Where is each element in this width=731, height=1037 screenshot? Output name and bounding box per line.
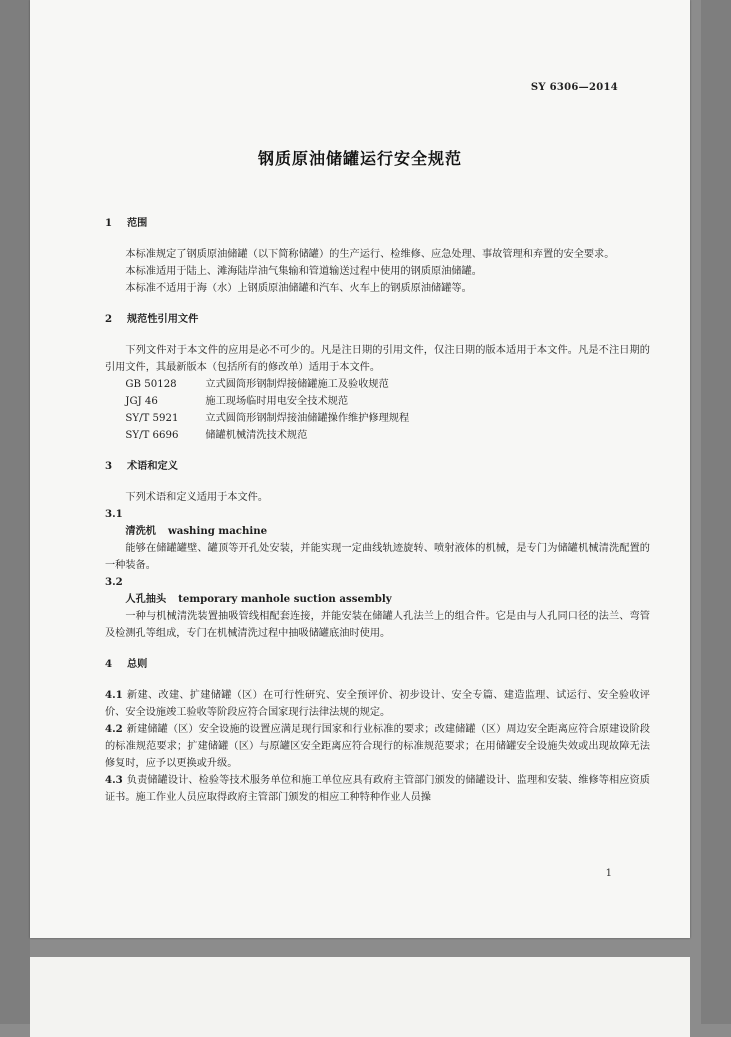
term-name <box>105 591 650 608</box>
paragraph: 本标准适用于陆上、滩海陆岸油气集输和管道输送过程中使用的钢质原油储罐。 <box>125 266 482 277</box>
reference-item <box>105 410 650 427</box>
clause-number: 4.2 <box>105 723 123 735</box>
term-number: 3.2 <box>105 576 123 588</box>
term-number: 3.1 <box>105 508 123 520</box>
term-definition: 能够在储罐罐壁、罐顶等开孔处安装，并能实现一定曲线轨迹旋转、喷射液体的机械，是专门为储罐机械清洗配置的一种装备。 <box>105 543 650 571</box>
clause <box>105 721 650 772</box>
clause-text: 新建储罐（区）安全设施的设置应满足现行国家和行业标准的要求；改建储罐（区）周边安全距离应符合原建设阶段的标准规范要求；扩建储罐（区）与原罐区安全距离应符合现行的标准规范要求；在用储罐安全设施失效或出现故障无法修复时，应予以更换或升级。 <box>105 724 650 769</box>
section-2-heading <box>105 311 650 328</box>
clause-number: 4.3 <box>105 774 123 786</box>
section-title: 术语和定义 <box>127 460 178 472</box>
section-1-heading <box>105 215 650 232</box>
paragraph: 下列术语和定义适用于本文件。 <box>125 492 269 503</box>
standard-code: SY 6306—2014 <box>530 82 618 93</box>
reference-item <box>105 427 650 444</box>
section-number: 2 <box>105 313 113 325</box>
clause <box>105 772 650 806</box>
paragraph: 本标准不适用于海（水）上钢质原油储罐和汽车、火车上的钢质原油储罐等。 <box>125 283 472 294</box>
document-title: 钢质原油储罐运行安全规范 <box>257 149 462 168</box>
section-number: 1 <box>105 217 113 229</box>
scan-edge-right <box>701 0 731 1024</box>
term-name <box>105 523 650 540</box>
section-number: 3 <box>105 460 113 472</box>
term-name-en: temporary manhole suction assembly <box>178 593 392 605</box>
reference-code: JGJ 46 <box>125 396 158 407</box>
scan-edge-left <box>0 0 30 1024</box>
section-title: 规范性引用文件 <box>127 313 199 325</box>
reference-item <box>105 393 650 410</box>
term-definition: 一种与机械清洗装置抽吸管线相配套连接，并能安装在储罐人孔法兰上的组合件。它是由与人孔同口径的法兰、弯管及检测孔等组成，专门在机械清洗过程中抽吸储罐底油时使用。 <box>105 611 650 639</box>
paragraph: 下列文件对于本文件的应用是必不可少的。凡是注日期的引用文件，仅注日期的版本适用于本文件。凡是不注日期的引用文件，其最新版本（包括所有的修改单）适用于本文件。 <box>105 345 650 373</box>
reference-name: 储罐机械清洗技术规范 <box>205 430 308 441</box>
clause-number: 4.1 <box>105 689 123 701</box>
term-name-zh: 人孔抽头 <box>125 593 167 605</box>
term-name-en: washing machine <box>167 525 268 537</box>
reference-code: SY/T 5921 <box>125 413 179 424</box>
reference-name: 立式圆筒形钢制焊接油储罐操作维护修理规程 <box>205 413 410 424</box>
section-number: 4 <box>105 658 113 670</box>
reference-code: GB 50128 <box>125 379 177 390</box>
section-title: 总则 <box>127 658 148 670</box>
reference-name: 立式圆筒形钢制焊接储罐施工及验收规范 <box>205 379 389 390</box>
document-page <box>30 0 690 938</box>
reference-code: SY/T 6696 <box>125 430 179 441</box>
term-name-zh: 清洗机 <box>125 525 156 537</box>
section-title: 范围 <box>127 217 148 229</box>
next-page-edge <box>30 957 690 1037</box>
clause <box>105 687 650 721</box>
reference-item <box>105 376 650 393</box>
section-4-heading <box>105 656 650 673</box>
page-number: 1 <box>605 868 612 879</box>
paragraph: 本标准规定了钢质原油储罐（以下简称储罐）的生产运行、检维修、应急处理、事故管理和弃置的安全要求。 <box>125 249 615 260</box>
clause-text: 负责储罐设计、检验等技术服务单位和施工单位应具有政府主管部门颁发的储罐设计、监理和安装、维修等相应资质证书。施工作业人员应取得政府主管部门颁发的相应工种特种作业人员操 <box>105 775 650 803</box>
clause-text: 新建、改建、扩建储罐（区）在可行性研究、安全预评价、初步设计、安全专篇、建造监理、试运行、安全验收评价、安全设施竣工验收等阶段应符合国家现行法律法规的规定。 <box>105 690 650 718</box>
section-3-heading <box>105 458 650 475</box>
document-body <box>105 215 650 806</box>
reference-name: 施工现场临时用电安全技术规范 <box>205 396 349 407</box>
